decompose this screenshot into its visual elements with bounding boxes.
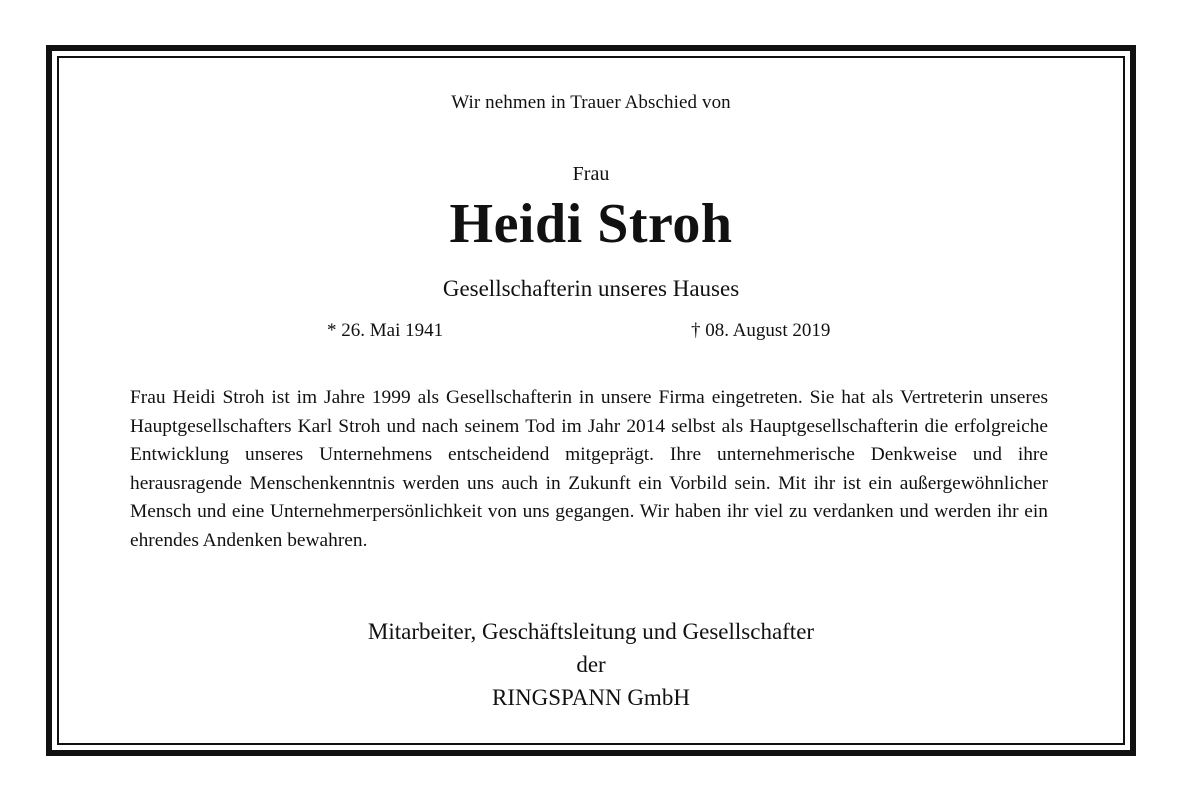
salutation: Frau [572,163,610,185]
signature-line-company: RINGSPANN GmbH [492,685,690,710]
death-date: † 08. August 2019 [691,320,831,341]
birth-date: * 26. Mai 1941 [327,320,444,341]
signature-line-staff: Mitarbeiter, Geschäftsleitung und Gesellschafter [367,619,815,644]
deceased-name: Heidi Stroh [449,193,733,255]
signature-line-der: der [576,652,606,677]
intro-line: Wir nehmen in Trauer Abschied von [451,92,731,113]
tribute-paragraph: Frau Heidi Stroh ist im Jahre 1999 als Gesellschafterin in unsere Firma eingetreten. Sie hat als Vertreterin unseres Hauptgesellschafters Karl Stroh und nach seinem Tod im Jahr 2014 selbst als Hauptgesellschafterin die erfolgreiche Entwicklung unseres Unternehmens entscheidend mitgeprägt. Ihre unternehmerische Denkweise und ihre herausragende Menschenkenntnis werden uns auch in Zukunft ein Vorbild sein. Mit ihr ist ein außergewöhnlicher Mensch und eine Unternehmerpersönlichkeit von uns gegangen. Wir haben ihr viel zu verdanken und werden ihr ein ehrendes Andenken bewahren. [130,387,1048,551]
signature-block [0,615,1182,714]
deceased-role: Gesellschafterin unseres Hauses [442,276,740,301]
